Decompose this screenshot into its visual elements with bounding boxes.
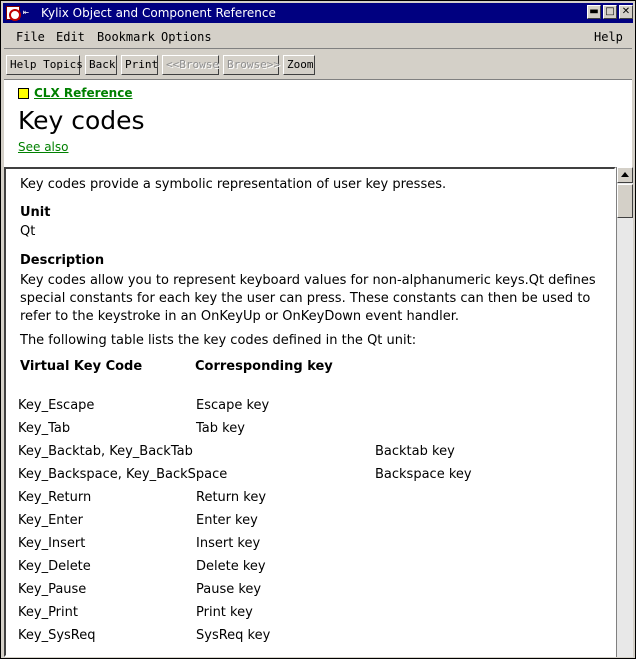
menu-file[interactable]: File [16,30,45,44]
table-row-key: Escape key [196,398,270,413]
clx-reference-link[interactable]: CLX Reference [34,86,133,100]
print-button[interactable]: Print [121,55,158,75]
square-icon [18,88,29,99]
page-title: Key codes [18,106,145,135]
browse-next-button[interactable]: Browse>> [223,55,279,75]
close-button[interactable]: ✕ [619,5,633,19]
table-row-code: Key_Tab [18,421,71,436]
app-icon[interactable] [6,6,20,20]
table-row-code: Key_Return [18,490,92,505]
table-row-key: Insert key [196,536,261,551]
table-row-code: Key_SysReq [18,628,96,643]
unit-value: Qt [20,224,36,239]
topic-content[interactable] [4,167,616,657]
menu-options[interactable]: Options [161,30,212,44]
description-heading: Description [20,253,105,268]
vertical-scrollbar[interactable] [616,167,633,657]
menu-bookmark[interactable]: Bookmark [97,30,155,44]
table-row-code: Key_Delete [18,559,91,574]
description-line: special constants for each key the user can press. These constants can then be used to [20,291,591,306]
table-row-key: Pause key [196,582,262,597]
description-line: refer to the keystroke in an OnKeyUp or OnKeyDown event handler. [20,309,460,324]
unit-heading: Unit [20,205,51,220]
window-title: Kylix Object and Component Reference [41,6,276,20]
scroll-up-arrow-icon[interactable] [617,167,633,183]
title-bar[interactable] [3,3,633,23]
scroll-thumb[interactable] [617,184,633,218]
topic-header [4,79,632,167]
maximize-button[interactable]: □ [603,5,617,19]
intro-text: Key codes provide a symbolic representation of user key presses. [20,177,447,192]
back-button[interactable]: Back [85,55,117,75]
toolbar [4,52,632,78]
table-row-key: Delete key [196,559,266,574]
menu-edit[interactable]: Edit [56,30,85,44]
zoom-button[interactable]: Zoom [283,55,315,75]
pin-icon[interactable]: ⇤ [23,7,30,18]
description-line: Key codes allow you to represent keyboard values for non-alphanumeric keys.Qt defines [20,273,596,288]
menu-help[interactable]: Help [594,30,623,44]
minimize-button[interactable]: ▬ [587,5,601,19]
table-row-code: Key_Enter [18,513,83,528]
table-intro: The following table lists the key codes defined in the Qt unit: [20,333,417,348]
table-row-code: Key_Escape [18,398,95,413]
table-row-key: Backtab key [375,444,455,459]
table-row-key: Return key [196,490,267,505]
menu-bar [4,25,632,49]
table-row-key: Backspace key [375,467,472,482]
table-row-code: Key_Insert [18,536,86,551]
table-header-key: Corresponding key [195,359,333,374]
table-row-key: Print key [196,605,253,620]
table-row-key: Enter key [196,513,258,528]
see-also-link[interactable]: See also [18,140,69,154]
help-topics-button[interactable]: Help Topics [6,55,80,75]
browse-prev-button[interactable]: <<Browse [162,55,219,75]
table-row-code: Key_Backtab, Key_BackTab [18,444,193,459]
table-row-key: SysReq key [196,628,271,643]
table-row-key: Tab key [196,421,245,436]
table-row-code: Key_Print [18,605,78,620]
table-header-code: Virtual Key Code [20,359,143,374]
table-row-code: Key_Backspace, Key_BackSpace [18,467,228,482]
table-row-code: Key_Pause [18,582,87,597]
